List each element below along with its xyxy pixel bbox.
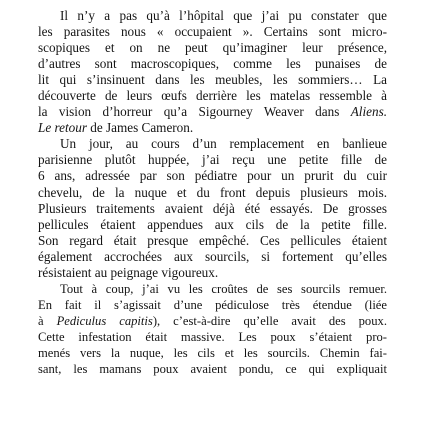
italic-title: Le retour	[38, 120, 87, 136]
text-line: Un jour, au cours d’un remplacement en banlieue	[60, 136, 387, 152]
text-line: chevelu, de la nuque et du front depuis plusieurs mois.	[38, 184, 387, 200]
text-line	[38, 313, 387, 329]
italic-title: Aliens.	[350, 104, 387, 120]
text-line: 6 ans, adressée par son pédiatre pour un prurit du cuir	[38, 168, 387, 184]
text-line: En fait il s’agissait d’une pédiculose très étendue (liée	[38, 297, 387, 312]
text-line: Tout à coup, j’ai vu les croûtes de ses sourcils remuer.	[60, 281, 387, 296]
paragraph-1	[38, 8, 387, 136]
text-line: les parasites nous « occupaient ». Certains sont micro-	[38, 24, 387, 40]
text-line: également accrochées aux sourcils, si fortement qu’elles	[38, 248, 387, 264]
text-run: de James Cameron.	[86, 120, 194, 136]
text-line: menés vers la nuque, les cils et les sourcils. Chemin fai-	[38, 345, 387, 360]
text-line: sant, les mamans poux avaient pondu, ce qui expliquait	[38, 362, 387, 377]
text-line: parisienne plutôt huppée, j’ai reçu une petite fille de	[38, 152, 387, 168]
text-line: lit qui s’insinuent dans les meubles, les sommiers… La	[38, 72, 387, 88]
text-line: Plusieurs traitements avaient déjà été essayés. De grosses	[38, 200, 387, 216]
paragraph-3	[38, 281, 387, 377]
text-line: d’autres sont macroscopiques, comme les punaises de	[38, 56, 387, 72]
paragraph-2	[38, 136, 387, 280]
text-line: Son regard était presque empêché. Ces pellicules étaient	[38, 232, 387, 248]
text-line: Il n’y a pas qu’à l’hôpital que j’ai pu constater que	[60, 8, 387, 23]
text-line: Cette infestation était massive. Les poux s’étaient pro-	[38, 329, 387, 344]
text-line	[38, 104, 387, 120]
body-text	[38, 8, 387, 377]
text-run: ), c’est-à-dire qu’elle avait des poux.	[152, 313, 387, 328]
text-line: découverte de leurs œufs derrière les matelas ressemble à	[38, 88, 387, 104]
text-run: à	[38, 313, 57, 328]
text-line	[38, 120, 387, 136]
italic-species: Pediculus capitis	[56, 313, 153, 328]
text-run: la vision d’horreur qu’a Sigourney Weaver dans	[38, 104, 351, 120]
text-line: scopiques et on ne peut qu’imaginer leur présence,	[38, 40, 387, 56]
text-line: résistaient au peignage vigoureux.	[38, 264, 219, 280]
text-line: pellicules étaient appendues aux cils de la petite fille.	[38, 216, 387, 232]
